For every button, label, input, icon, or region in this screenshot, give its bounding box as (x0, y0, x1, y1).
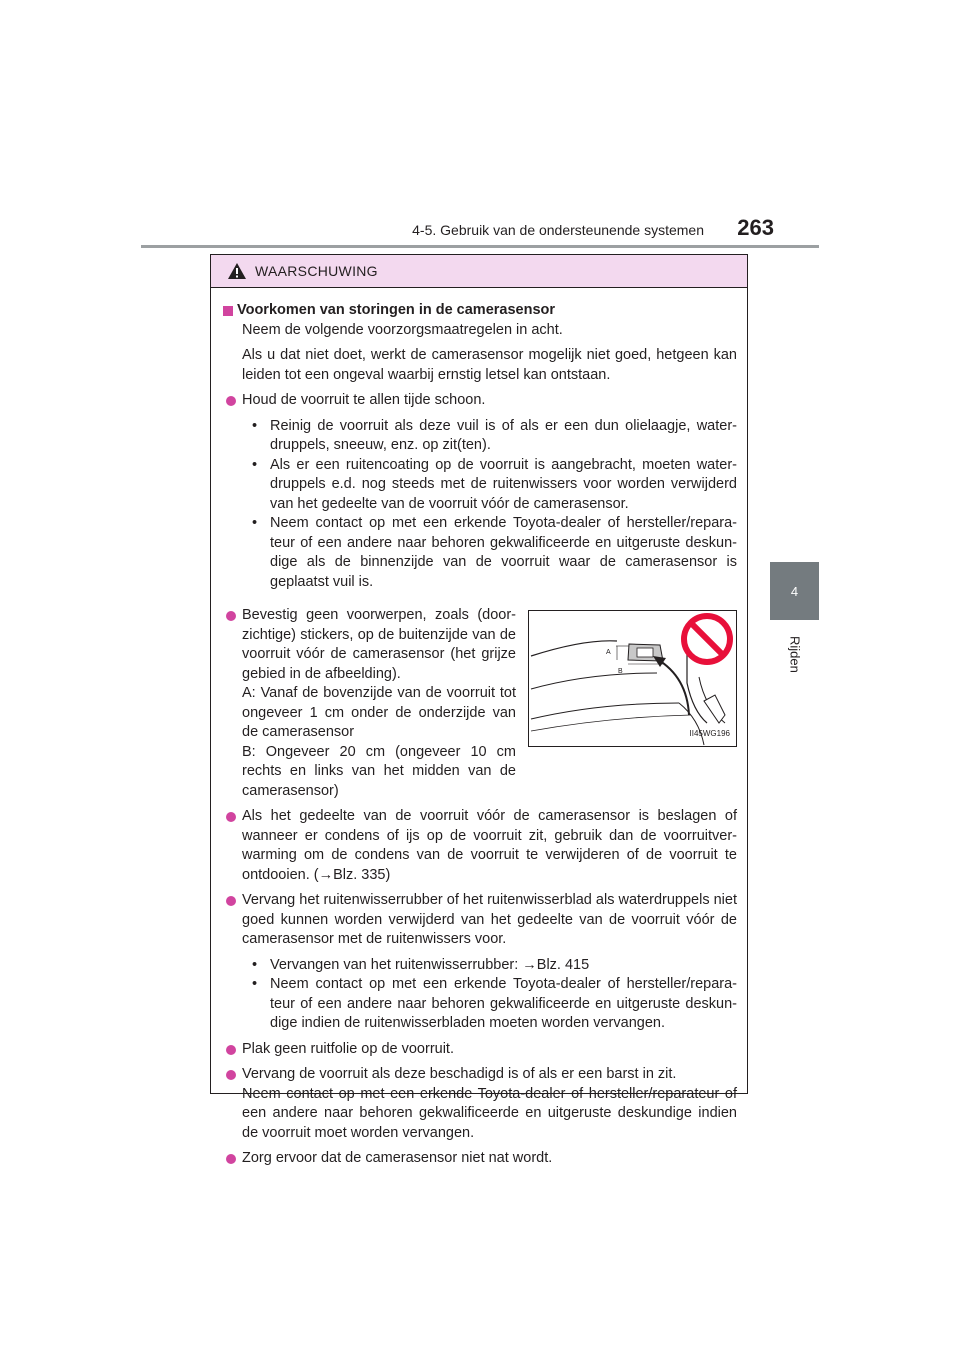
list-item: Houd de voorruit te allen tijde schoon. (223, 391, 737, 411)
sub-list-item: • Vervangen van het ruitenwisserrubber: →Blz. 415 (223, 956, 737, 976)
chapter-tab (770, 562, 819, 620)
legend-b-text: B: Ongeveer 20 cm (ongeveer 10 cm rechts en links van het midden van de camerasensor) (242, 743, 516, 799)
list-item: Zorg ervoor dat de camerasensor niet nat wordt. (223, 1149, 737, 1169)
section-heading-text: Voorkomen van storingen in de camerasensor (237, 302, 556, 318)
header-divider (141, 245, 819, 248)
figure-label-b: B (618, 668, 623, 675)
figure-label-a: A (606, 649, 611, 656)
list-item-text: Vervang de voorruit als deze beschadigd is of als er een barst in zit. (242, 1066, 677, 1082)
warning-title: WAARSCHUWING (255, 263, 378, 279)
sub-list-item: • Reinig de voorruit als deze vuil is of als er een dun olielaagje, water-druppels, sneeuw, enz. op zit(ten). (223, 417, 737, 456)
windshield-figure (528, 610, 737, 747)
section-heading (223, 301, 737, 321)
legend-a-text: A: Vanaf de bovenzijde van de voorruit tot ongeveer 1 cm onder de onderzijde van de camerasensor (242, 685, 516, 740)
intro-text: Neem de volgende voorzorgsmaatregelen in acht. (242, 321, 563, 338)
item-with-figure (223, 606, 737, 801)
list-item (223, 606, 516, 801)
sub-list-item: • Als er een ruitencoating op de voorruit is aangebracht, moeten water-druppels e.d. nog steeds met de ruitenwissers voor worden verwijderd van het gedeelte van de voorruit vóór de camerasensor. (223, 456, 737, 515)
page-number: 263 (737, 215, 774, 240)
sub-list-item: • Neem contact op met een erkende Toyota-dealer of hersteller/repara-teur of een andere naar behoren gekwalificeerde en uitgeruste deskun-dige als de binnenzijde van de voorruit waar de camerasensor is geplaatst vuil is. (223, 514, 737, 592)
prohibited-icon (684, 616, 730, 662)
list-item-continuation: Neem contact op met een erkende Toyota-dealer of hersteller/reparateur of een andere naar behoren gekwalificeerde en uitgeruste deskundige indien de voorruit moet worden vervangen. (242, 1085, 737, 1141)
square-bullet-icon (223, 306, 233, 316)
chapter-label: Rijden (787, 635, 803, 673)
list-item: Als het gedeelte van de voorruit vóór de camerasensor is beslagen of wanneer er condens of ijs op de voorruit zit, gebruik dan de voorruitver-warming om de condens van de voorruit te verwijderen of de voorruit te ontdooien. (→Blz. 335) (223, 807, 737, 885)
sub-list-item: • Neem contact op met een erkende Toyota-dealer of hersteller/repara-teur of een andere naar behoren gekwalificeerde en uitgeruste deskun-dige indien de ruitenwisserbladen moeten worden vervangen. (223, 975, 737, 1034)
warning-box (210, 254, 748, 1166)
list-item: Plak geen ruitfolie op de voorruit. (223, 1040, 737, 1060)
list-item-text: Bevestig geen voorwerpen, zoals (door-zichtige) stickers, op de buitenzijde van de voorruit vóór de camerasensor (het grijze gebied in de afbeelding). (242, 607, 516, 682)
figure-code: II45WG196 (689, 728, 730, 738)
warning-triangle-icon (227, 262, 247, 280)
running-header-section: 4-5. Gebruik van de ondersteunende systemen (412, 222, 704, 238)
chapter-number: 4 (790, 583, 799, 599)
list-item (223, 1065, 737, 1143)
warning-header (211, 255, 747, 288)
intro-text: Als u dat niet doet, werkt de camerasensor mogelijk niet goed, hetgeen kan leiden tot een ongeval waarbij ernstig letsel kan ontstaan. (242, 347, 737, 383)
warning-content (211, 288, 747, 1169)
list-item: Vervang het ruitenwisserrubber of het ruitenwisserblad als waterdruppels niet goed kunnen worden verwijderd van het gedeelte van de voorruit vóór de camerasensor met de ruitenwissers voor. (223, 891, 737, 950)
